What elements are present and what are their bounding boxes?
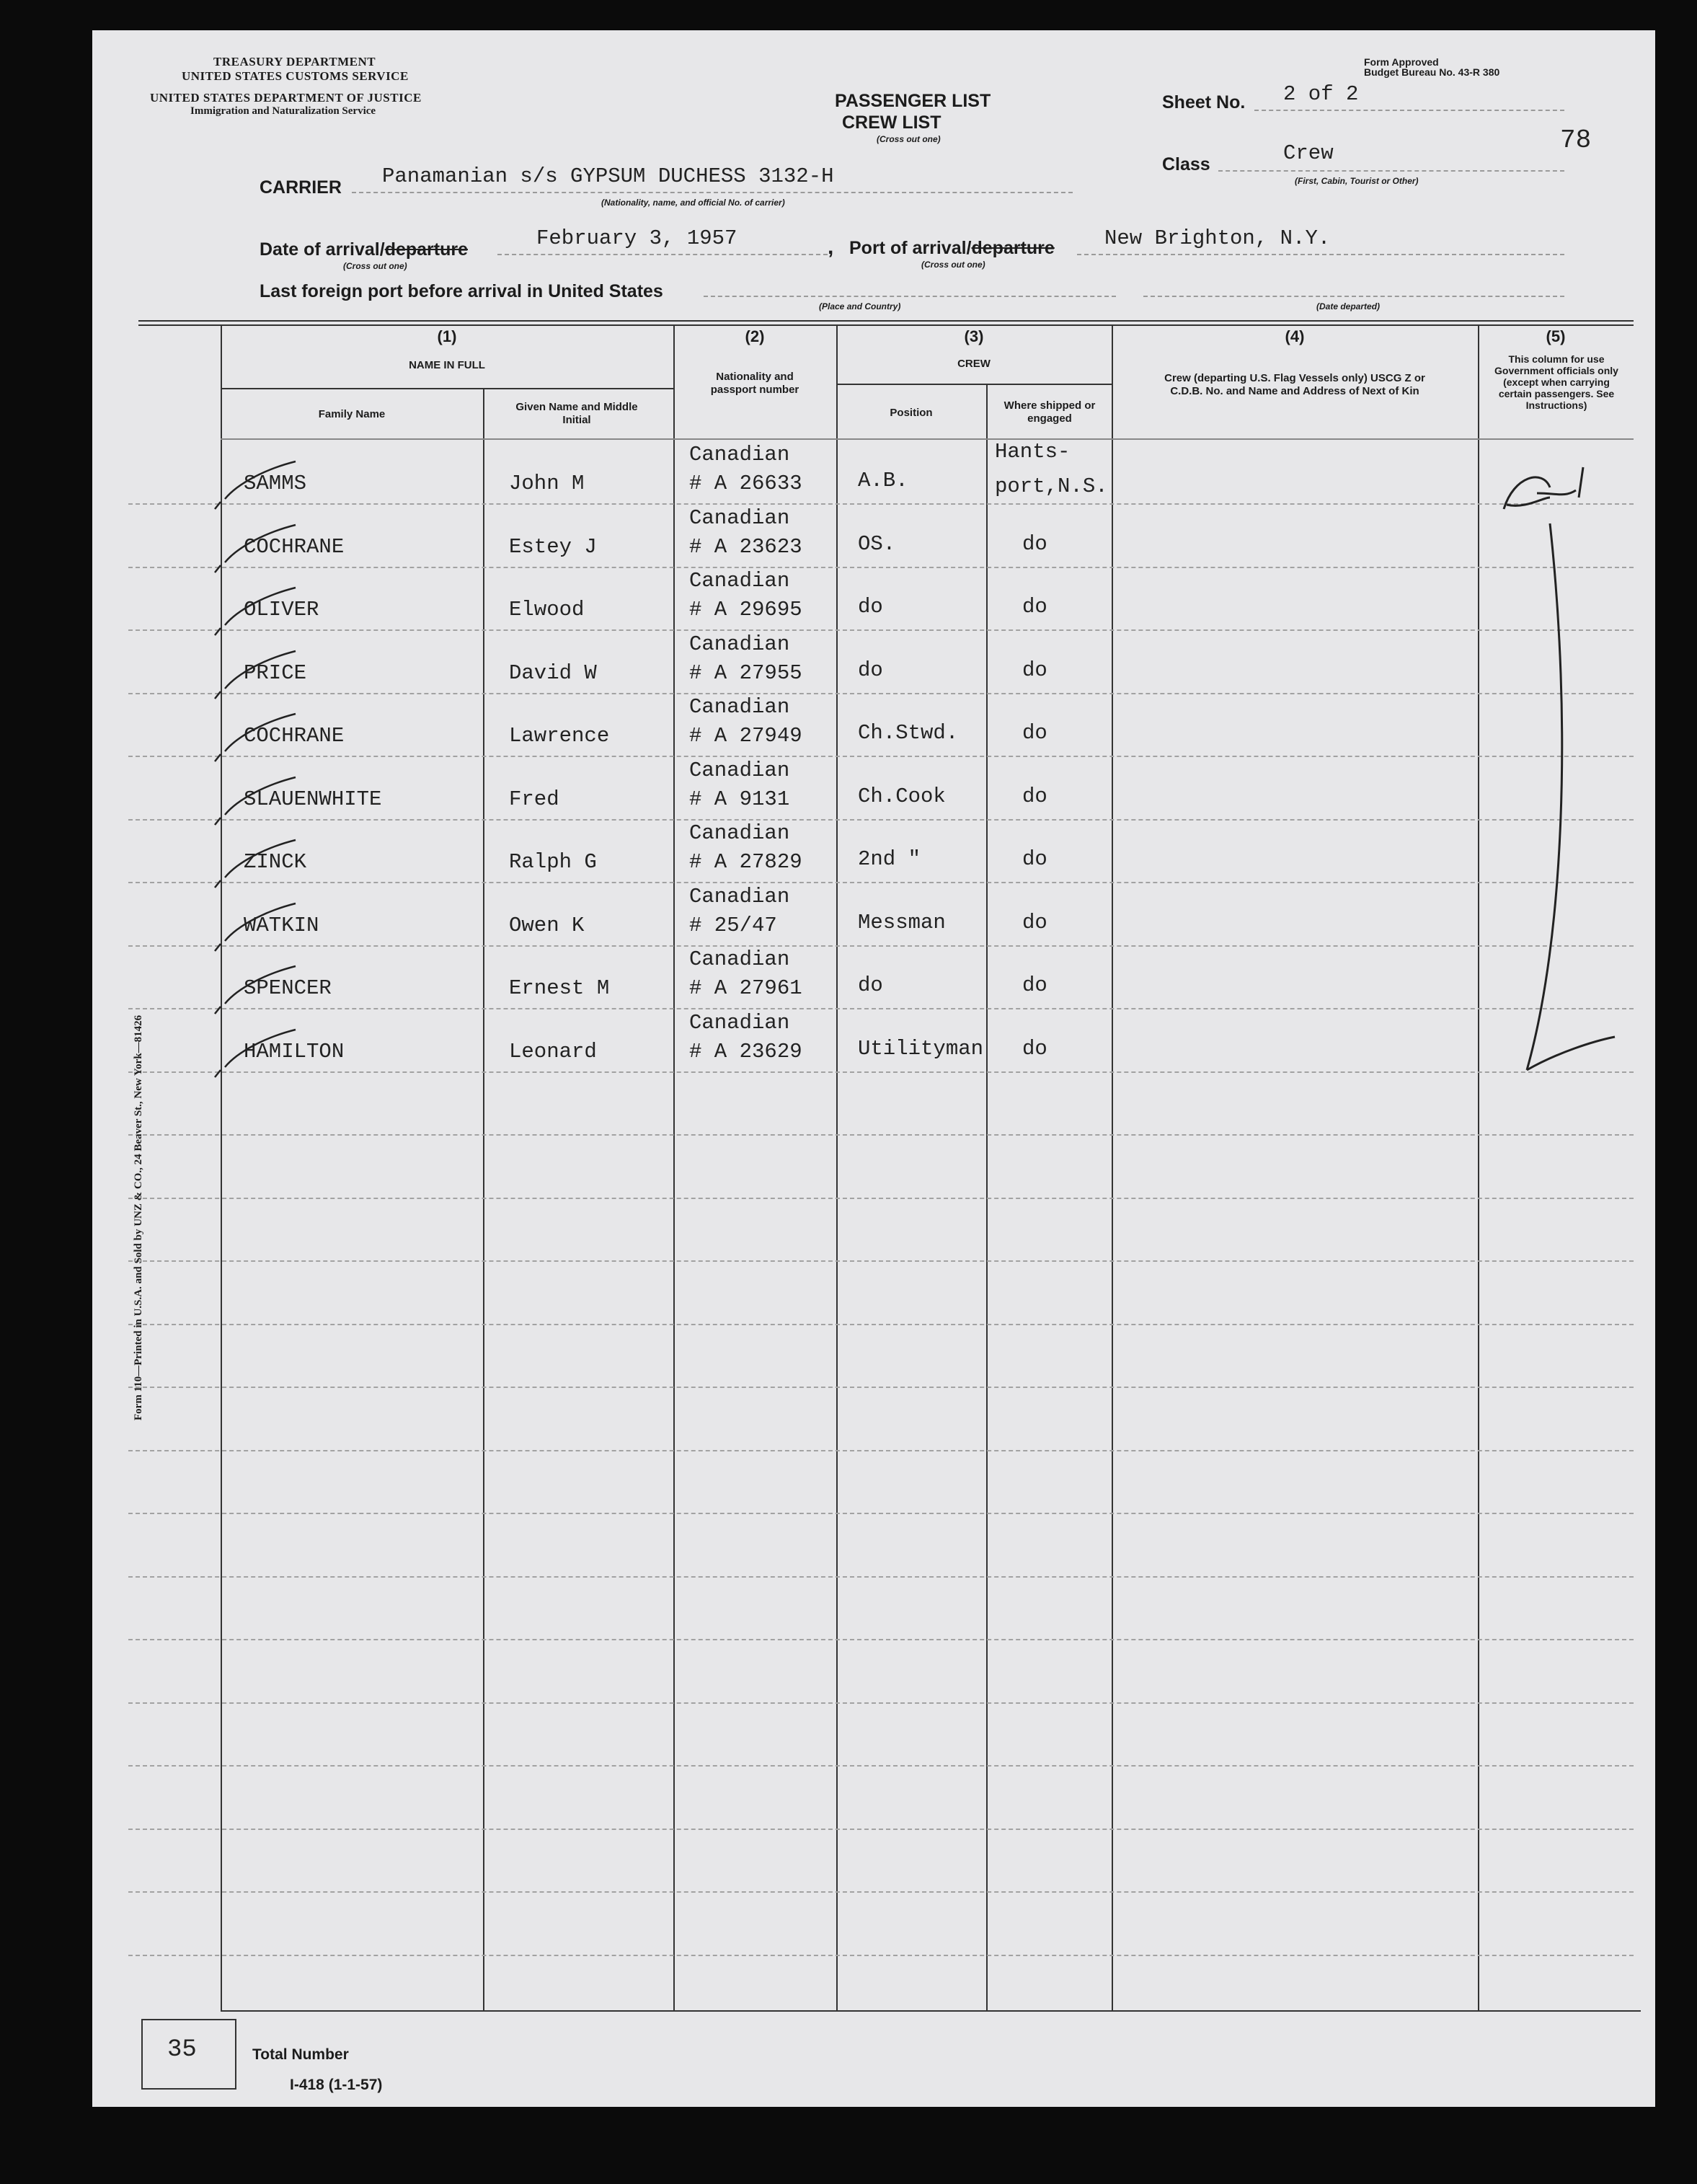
given-name: Lawrence xyxy=(509,724,610,748)
where-shipped: do xyxy=(1022,658,1047,682)
check-mark xyxy=(215,966,296,1014)
nationality: Canadian xyxy=(689,821,790,845)
position: 2nd " xyxy=(858,847,921,871)
last-port-date-note: (Date departed) xyxy=(1316,301,1381,311)
budget-bureau: Budget Bureau No. 43-R 380 xyxy=(1364,66,1500,78)
col-crew: CREW xyxy=(957,358,991,370)
where-shipped: do xyxy=(1022,973,1047,997)
position: do xyxy=(858,973,883,997)
given-name: Fred xyxy=(509,787,559,811)
col2-number: (2) xyxy=(745,327,765,345)
col-government: This column for use Government officials only (except when carrying certain passengers. See Instructions) xyxy=(1494,353,1618,411)
family-name: WATKIN xyxy=(244,914,319,937)
col-family-name: Family Name xyxy=(318,408,386,420)
family-name: HAMILTON xyxy=(244,1040,345,1064)
col1-number: (1) xyxy=(437,327,457,345)
nationality: Canadian xyxy=(689,443,790,467)
given-name: Ralph G xyxy=(509,850,597,874)
header-justice: UNITED STATES DEPARTMENT OF JUSTICE xyxy=(150,91,422,105)
nationality: Canadian xyxy=(689,506,790,530)
side-print: Form 110—Printed in U.S.A. and Sold by UNZ & CO., 24 Beaver St., New York—81426 xyxy=(133,1014,144,1420)
header-treasury: TREASURY DEPARTMENT xyxy=(213,55,376,68)
nationality: Canadian xyxy=(689,1011,790,1035)
class-label: Class xyxy=(1162,154,1210,174)
last-port-label: Last foreign port before arrival in United States xyxy=(260,281,663,301)
family-name: PRICE xyxy=(244,661,307,685)
given-name: Estey J xyxy=(509,535,597,559)
check-mark xyxy=(215,714,296,761)
family-name: SLAUENWHITE xyxy=(244,787,382,811)
col-given-name: Given Name and Middle Initial xyxy=(515,401,638,426)
position: OS. xyxy=(858,532,896,556)
class-value: Crew xyxy=(1283,141,1334,165)
check-mark xyxy=(215,461,296,509)
date-label: Date of arrival/departure xyxy=(260,239,468,260)
title-note: (Cross out one) xyxy=(877,134,941,144)
position: do xyxy=(858,595,883,619)
family-name: SPENCER xyxy=(244,976,332,1000)
last-port-place-note: (Place and Country) xyxy=(819,301,901,311)
check-mark xyxy=(215,777,296,825)
given-name: Leonard xyxy=(509,1040,597,1064)
col-where-shipped: Where shipped or engaged xyxy=(1003,399,1096,425)
family-name: COCHRANE xyxy=(244,724,345,748)
header-customs: UNITED STATES CUSTOMS SERVICE xyxy=(182,69,409,83)
form-approved: Form Approved xyxy=(1364,56,1439,68)
passport-number: # 25/47 xyxy=(689,914,777,937)
check-mark xyxy=(215,903,296,951)
sheet-label: Sheet No. xyxy=(1162,92,1246,112)
where-shipped: do xyxy=(1022,595,1047,619)
nationality: Canadian xyxy=(689,695,790,719)
total-value: 35 xyxy=(167,2036,197,2064)
where-shipped-cont: port,N.S. xyxy=(995,474,1108,498)
total-label: Total Number xyxy=(252,2046,349,2063)
nationality: Canadian xyxy=(689,885,790,908)
nationality: Canadian xyxy=(689,569,790,593)
col5-number: (5) xyxy=(1546,327,1566,345)
position: Ch.Cook xyxy=(858,784,946,808)
col1-title: NAME IN FULL xyxy=(409,359,485,371)
passport-number: # A 27949 xyxy=(689,724,802,748)
check-mark xyxy=(215,588,296,635)
given-name: David W xyxy=(509,661,597,685)
title-passenger-list: PASSENGER LIST xyxy=(835,91,991,111)
family-name: OLIVER xyxy=(244,598,319,622)
form-number: I-418 (1-1-57) xyxy=(290,2077,383,2093)
sheet-value: 2 of 2 xyxy=(1283,82,1359,106)
position: do xyxy=(858,658,883,682)
check-mark xyxy=(215,525,296,572)
passport-number: # A 9131 xyxy=(689,787,790,811)
date-value: February 3, 1957 xyxy=(536,226,737,250)
col-position: Position xyxy=(890,407,933,419)
passport-number: # A 27961 xyxy=(689,976,802,1000)
where-shipped: do xyxy=(1022,847,1047,871)
passport-number: # A 23623 xyxy=(689,535,802,559)
position: Messman xyxy=(858,911,946,934)
position: A.B. xyxy=(858,469,908,492)
nationality: Canadian xyxy=(689,759,790,782)
position: Utilityman xyxy=(858,1037,984,1061)
family-name: COCHRANE xyxy=(244,535,345,559)
where-shipped: Hants- xyxy=(995,440,1071,464)
page-number: 78 xyxy=(1560,125,1592,155)
col-nationality: Nationality and passport number xyxy=(710,371,799,396)
date-note: (Cross out one) xyxy=(343,261,407,271)
class-note: (First, Cabin, Tourist or Other) xyxy=(1295,176,1419,186)
family-name: SAMMS xyxy=(244,472,307,495)
col4-number: (4) xyxy=(1285,327,1305,345)
given-name: John M xyxy=(509,472,585,495)
where-shipped: do xyxy=(1022,721,1047,745)
carrier-note: (Nationality, name, and official No. of carrier) xyxy=(601,198,785,208)
given-name: Ernest M xyxy=(509,976,610,1000)
port-label: Port of arrival/departure xyxy=(849,238,1055,258)
col3-number: (3) xyxy=(964,327,984,345)
passport-number: # A 29695 xyxy=(689,598,802,622)
nationality: Canadian xyxy=(689,632,790,656)
port-value: New Brighton, N.Y. xyxy=(1104,226,1331,250)
check-mark xyxy=(215,1030,296,1077)
nationality: Canadian xyxy=(689,947,790,971)
where-shipped: do xyxy=(1022,1037,1047,1061)
carrier-value: Panamanian s/s GYPSUM DUCHESS 3132-H xyxy=(382,164,834,188)
check-mark xyxy=(215,840,296,888)
title-crew-list: CREW LIST xyxy=(842,112,941,133)
port-note: (Cross out one) xyxy=(921,260,985,270)
passport-number: # A 23629 xyxy=(689,1040,802,1064)
date-comma: , xyxy=(828,235,834,259)
header-immigration: Immigration and Naturalization Service xyxy=(190,105,376,117)
where-shipped: do xyxy=(1022,532,1047,556)
check-mark xyxy=(215,651,296,699)
passport-number: # A 26633 xyxy=(689,472,802,495)
col-next-of-kin: Crew (departing U.S. Flag Vessels only) USCG Z or C.D.B. No. and Name and Address of Next of Kin xyxy=(1164,372,1425,397)
where-shipped: do xyxy=(1022,784,1047,808)
position: Ch.Stwd. xyxy=(858,721,959,745)
passport-number: # A 27955 xyxy=(689,661,802,685)
where-shipped: do xyxy=(1022,911,1047,934)
given-name: Elwood xyxy=(509,598,585,622)
given-name: Owen K xyxy=(509,914,585,937)
passport-number: # A 27829 xyxy=(689,850,802,874)
family-name: ZINCK xyxy=(244,850,307,874)
carrier-label: CARRIER xyxy=(260,177,342,198)
